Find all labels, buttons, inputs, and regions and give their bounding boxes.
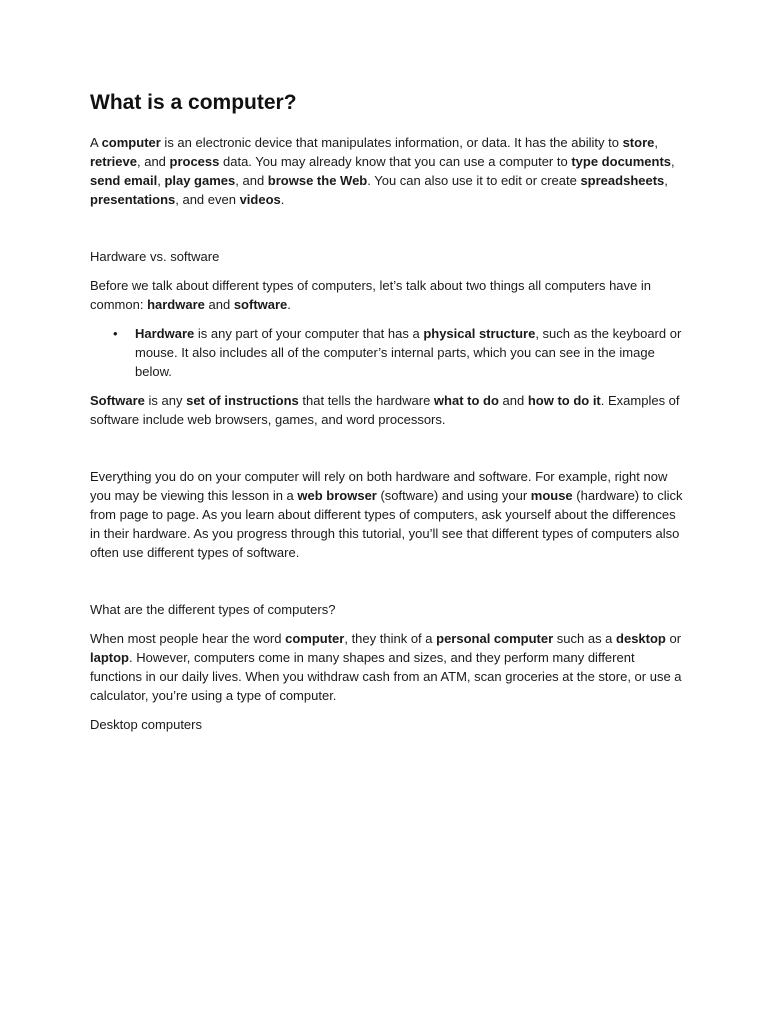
bold-term: store (622, 135, 655, 151)
bold-term: laptop (90, 650, 129, 666)
section-heading-desktop: Desktop computers (90, 717, 202, 733)
text-span: such as a (553, 631, 617, 647)
text-span: When most people hear the word (90, 631, 286, 647)
text-span: and (498, 393, 528, 409)
types-paragraph (90, 629, 685, 705)
section-heading-hardware: Hardware vs. software (90, 249, 220, 265)
bold-term: how to do it (527, 393, 601, 409)
text-span: . You can also use it to edit or create (367, 173, 581, 189)
text-span: and (204, 297, 234, 313)
bold-term: computer (101, 135, 161, 151)
bold-term: spreadsheets (580, 173, 665, 189)
text-span: . (280, 192, 285, 208)
text-span: that tells the hardware (298, 393, 434, 409)
text-span: . (287, 297, 291, 313)
text-span: , and even (175, 192, 240, 208)
text-span: (hardware) to click from page to page. As you learn about different types of computers, ask yourself about the differences in their hardware. As you progress through this tutorial, you’ll see that different types of computers also often use different types of software. (90, 488, 683, 561)
text-span: is any part of your computer that has a (194, 326, 424, 342)
bold-term: personal computer (436, 631, 554, 647)
bold-term: Hardware (135, 326, 195, 342)
text-span: is an electronic device that manipulates information, or data. It has the ability to (160, 135, 623, 151)
text-span: Everything you do on your computer will rely on both hardware and software. For example, right now you may be viewing this lesson in a (90, 469, 668, 504)
text-span: , and (136, 154, 170, 170)
bullet-list (90, 324, 685, 381)
text-span: , and (235, 173, 268, 189)
bold-term: process (169, 154, 220, 170)
bold-term: retrieve (90, 154, 137, 170)
bullet-icon: • (113, 326, 118, 342)
text-span: , (664, 173, 668, 189)
text-span: , (157, 173, 165, 189)
bold-term: physical structure (423, 326, 536, 342)
bold-term: web browser (297, 488, 377, 504)
bold-term: videos (239, 192, 281, 208)
bold-term: software (233, 297, 288, 313)
bold-term: send email (90, 173, 158, 189)
text-span: data. You may already know that you can use a computer to (219, 154, 572, 170)
bold-term: Software (90, 393, 145, 409)
software-paragraph (90, 391, 685, 429)
text-span: , such as the keyboard or mouse. It also includes all of the computer’s internal parts, which you can see in the image below. (135, 326, 682, 380)
text-span: or (665, 631, 682, 647)
bold-term: presentations (90, 192, 176, 208)
bold-term: what to do (433, 393, 499, 409)
text-span: Before we talk about different types of computers, let’s talk about two things all computers have in common: (90, 278, 651, 313)
bold-term: mouse (530, 488, 573, 504)
bold-term: set of instructions (186, 393, 299, 409)
bold-term: hardware (147, 297, 205, 313)
text-span: is any (144, 393, 187, 409)
text-span: (software) and using your (376, 488, 531, 504)
page-title: What is a computer? (90, 91, 297, 114)
document-page (90, 90, 685, 734)
section-heading-types: What are the different types of computers? (90, 602, 336, 618)
everything-paragraph (90, 467, 685, 562)
text-span: . Examples of software include web browsers, games, and word processors. (90, 393, 680, 428)
text-span: . However, computers come in many shapes and sizes, and they perform many different functions in our daily lives. When you withdraw cash from an ATM, scan groceries at the store, or use a calculator, you’re using a type of computer. (90, 650, 682, 704)
text-span: , they think of a (344, 631, 437, 647)
common-paragraph (90, 276, 685, 314)
bold-term: type documents (571, 154, 672, 170)
list-item (113, 324, 685, 381)
text-span: , (671, 154, 675, 170)
text-span: A (90, 135, 102, 151)
intro-paragraph (90, 133, 685, 209)
bold-term: browse the Web (267, 173, 368, 189)
bold-term: play games (164, 173, 236, 189)
bold-term: computer (285, 631, 345, 647)
text-span: , (654, 135, 658, 151)
bold-term: desktop (616, 631, 666, 647)
